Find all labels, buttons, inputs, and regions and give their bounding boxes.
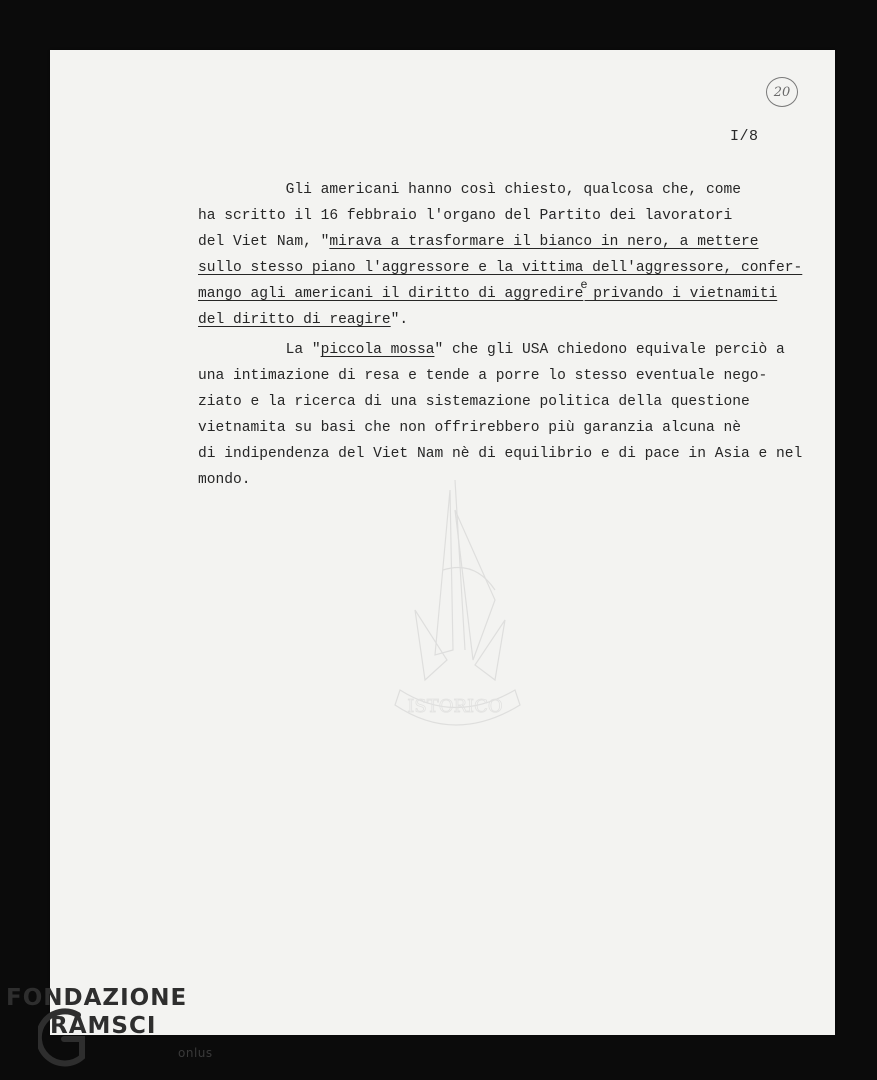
paragraph-1-line-1 [198, 177, 838, 203]
text-run: ". [390, 312, 409, 328]
paragraph-2-line-1 [198, 337, 838, 363]
text-run: La " [285, 342, 321, 358]
typed-text-body [198, 177, 838, 493]
underlined-quote: privando i vietnamiti [584, 286, 778, 302]
watermark-emblem [355, 450, 555, 740]
logo-line-1: FONDAZIONE [6, 985, 188, 1011]
document-page [50, 50, 835, 1035]
page-number: I/8 [730, 128, 759, 145]
paragraph-1-line-2: ha scritto il 16 febbraio l'organo del Partito dei lavoratori [198, 208, 733, 224]
underlined-quote: mango agli americani il diritto di aggredire [198, 286, 584, 302]
text-run: del Viet Nam, " [198, 234, 330, 250]
paragraph-2-line-6: mondo. [198, 472, 251, 488]
paragraph-2-line-2: una intimazione di resa e tende a porre lo stesso eventuale nego- [198, 368, 768, 384]
watermark-text: ISTORICO [407, 696, 503, 717]
paragraph-1-line-4: sullo stesso piano l'aggressore e la vittima dell'aggressore, confer- [198, 260, 803, 276]
underlined-quote: mirava a trasformare il bianco in nero, a mettere [329, 234, 759, 250]
paragraph-2-line-5: di indipendenza del Viet Nam nè di equilibrio e di pace in Asia e nel [198, 446, 803, 462]
underlined-phrase: piccola mossa [320, 342, 435, 358]
archive-stamp-number [766, 77, 798, 107]
logo-line-3: onlus [178, 1046, 213, 1060]
archive-stamp-text: 20 [773, 84, 791, 100]
paragraph-2-line-4: vietnamita su basi che non offrirebbero più garanzia alcuna nè [198, 420, 741, 436]
paragraph-1-line-6 [198, 307, 838, 333]
text-run: " che gli USA chiedono equivale perciò a [434, 342, 785, 358]
paragraph-1-line-5 [198, 278, 838, 307]
logo-line-2: RAMSCI [50, 1013, 157, 1039]
fondazione-gramsci-logo [4, 985, 219, 1075]
paragraph-1-line-3 [198, 229, 838, 255]
underlined-quote: del diritto di reagire [198, 312, 391, 328]
text-run: Gli americani hanno così chiesto, qualcosa che, come [285, 182, 741, 198]
handwritten-correction: e [580, 278, 588, 292]
paragraph-2-line-3: ziato e la ricerca di una sistemazione politica della questione [198, 394, 750, 410]
